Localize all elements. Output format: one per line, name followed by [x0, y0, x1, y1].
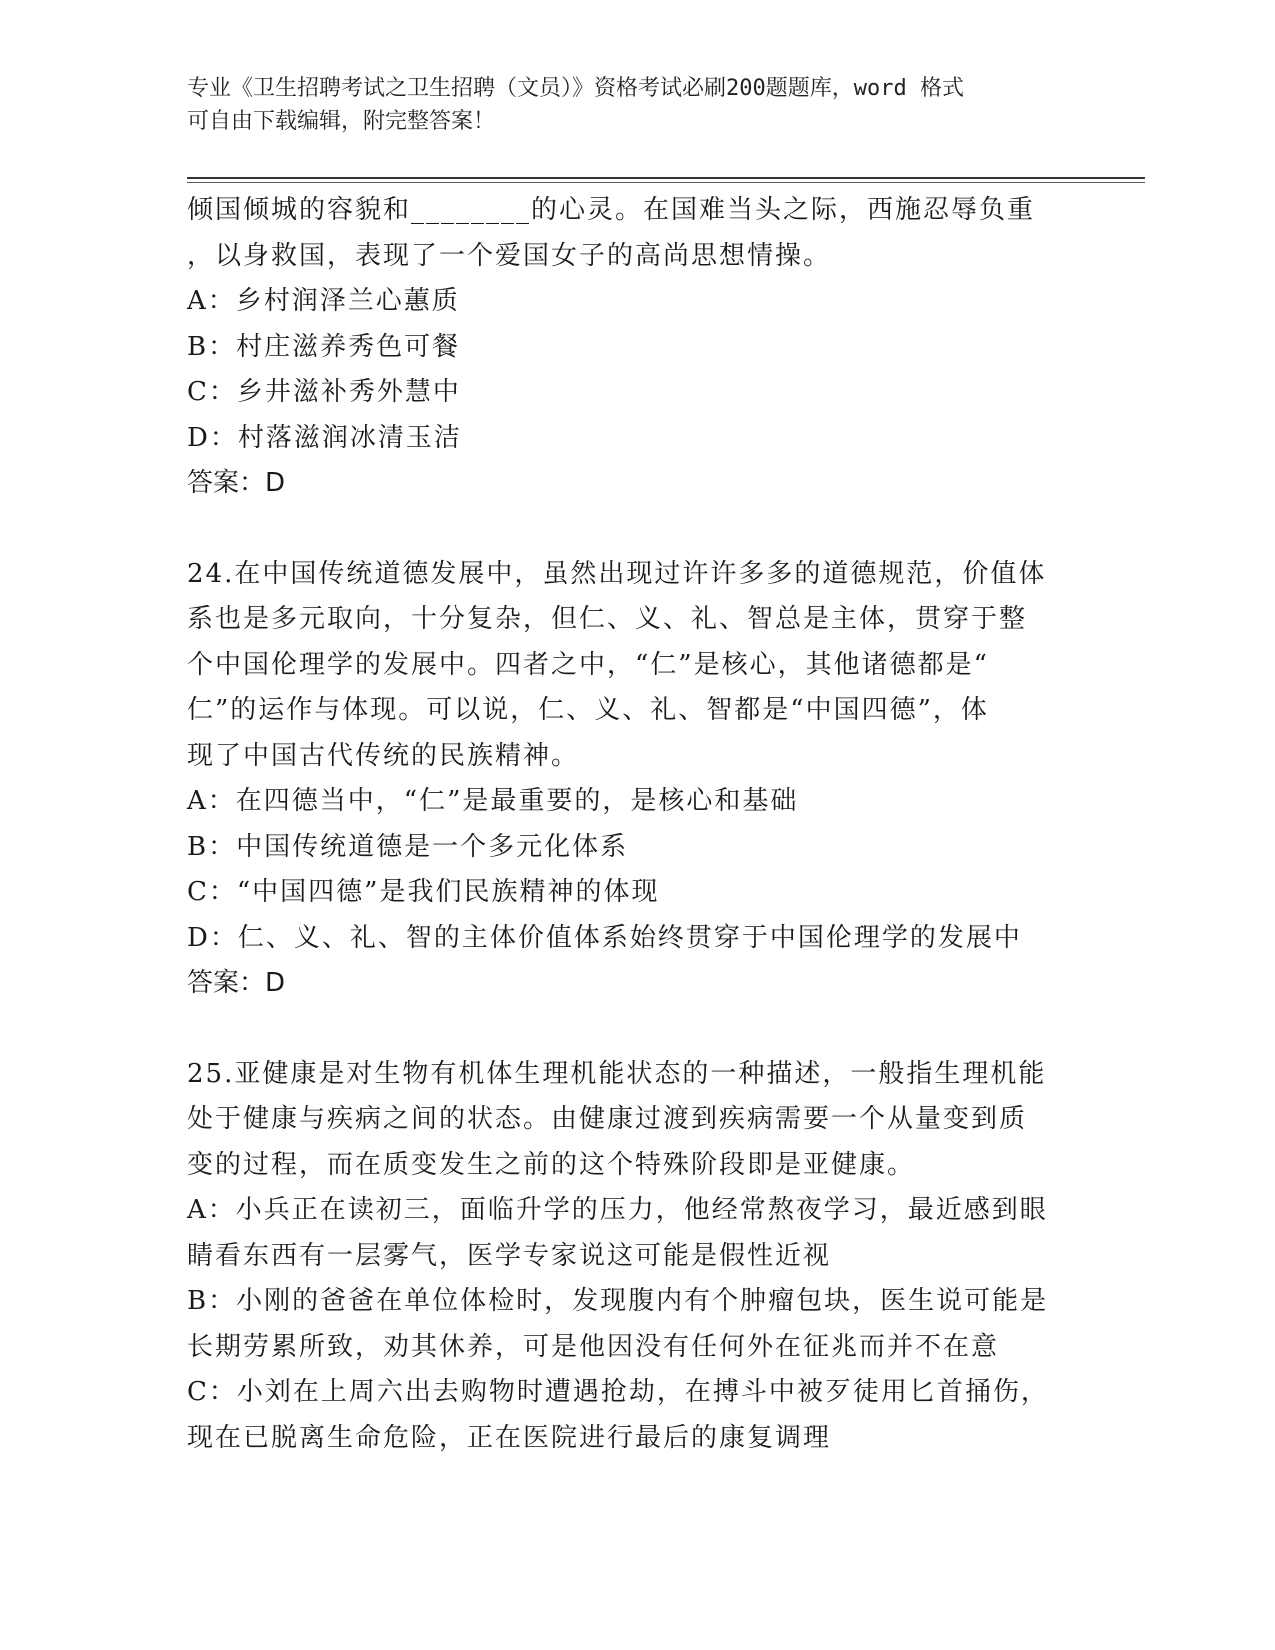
- section-spacer: [187, 1007, 1077, 1052]
- option-b: B：小刚的爸爸在单位体检时，发现腹内有个肿瘤包块，医生说可能是: [187, 1286, 1049, 1316]
- option-b: B：中国传统道德是一个多元化体系: [187, 831, 629, 862]
- question-text-line: 个中国伦理学的发展中。四者之中，“仁”是核心，其他诸德都是“: [187, 649, 989, 680]
- question-text-line: 系也是多元取向，十分复杂，但仁、义、礼、智总是主体，贯穿于整: [187, 604, 1028, 634]
- question-body: [187, 188, 1077, 1461]
- option-d: D：村落滋润冰清玉洁: [187, 422, 462, 453]
- header-title-line-2: 可自由下载编辑，附完整答案！: [187, 109, 496, 134]
- answer-label: 答案：D: [187, 968, 286, 998]
- option-c-continued: 现在已脱离生命危险，正在医院进行最后的康复调理: [187, 1422, 832, 1453]
- question-text-line: ，以身救国，表现了一个爱国女子的高尚思想情操。: [187, 240, 832, 271]
- header-divider-thin: [187, 182, 1145, 183]
- section-spacer: [187, 507, 1077, 552]
- answer-label: 答案：D: [187, 468, 286, 498]
- question-text-line: 处于健康与疾病之间的状态。由健康过渡到疾病需要一个从量变到质: [187, 1104, 1028, 1134]
- header-divider-thick: [187, 177, 1145, 179]
- option-c: C：“中国四德”是我们民族精神的体现: [187, 877, 660, 907]
- header-title-line-1: 专业《卫生招聘考试之卫生招聘（文员）》资格考试必刷200题题库，word 格式: [187, 76, 964, 101]
- option-d: D：仁、义、礼、智的主体价值体系始终贯穿于中国伦理学的发展中: [187, 922, 1022, 953]
- option-c: C：乡井滋补秀外慧中: [187, 377, 461, 407]
- option-a-continued: 睛看东西有一层雾气，医学专家说这可能是假性近视: [187, 1240, 832, 1271]
- question-25: [187, 1052, 1077, 1462]
- page-header: [187, 72, 1067, 138]
- question-text-line: 现了中国古代传统的民族精神。: [187, 740, 580, 771]
- question-23: [187, 188, 1077, 507]
- option-a: A：在四德当中，“仁”是最重要的，是核心和基础: [187, 786, 799, 816]
- option-a: A：小兵正在读初三，面临升学的压力，他经常熬夜学习，最近感到眼: [187, 1195, 1048, 1225]
- question-text-line: 倾国倾城的容貌和________的心灵。在国难当头之际，西施忍辱负重: [187, 195, 1036, 225]
- question-24: [187, 552, 1077, 1007]
- question-text-line: 变的过程，而在质变发生之前的这个特殊阶段即是亚健康。: [187, 1149, 916, 1180]
- option-c: C：小刘在上周六出去购物时遭遇抢劫，在搏斗中被歹徒用匕首捅伤，: [187, 1377, 1049, 1407]
- option-b: B：村庄滋养秀色可餐: [187, 331, 461, 362]
- option-b-continued: 长期劳累所致，劝其休养，可是他因没有任何外在征兆而并不在意: [187, 1331, 1000, 1362]
- question-text-line: 仁”的运作与体现。可以说，仁、义、礼、智都是“中国四德”，体: [187, 695, 989, 725]
- option-a: A：乡村润泽兰心蕙质: [187, 286, 460, 316]
- question-text-line: 24.在中国传统道德发展中，虽然出现过许许多多的道德规范，价值体: [187, 558, 1047, 589]
- question-text-line: 25.亚健康是对生物有机体生理机能状态的一种描述，一般指生理机能: [187, 1058, 1047, 1089]
